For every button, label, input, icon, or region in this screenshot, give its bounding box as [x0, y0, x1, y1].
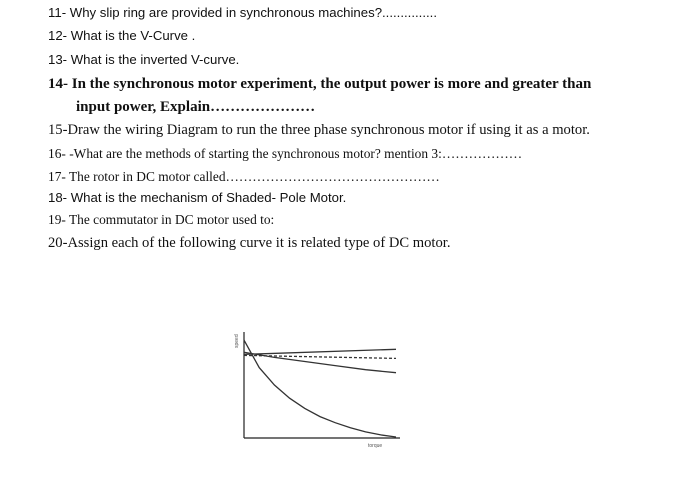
question-19: 19- The commutator in DC motor used to:	[48, 212, 275, 227]
question-17: 17- The rotor in DC motor called…………………………………………	[48, 169, 440, 184]
curves	[244, 340, 396, 437]
question-20: 20-Assign each of the following curve it is related type of DC motor.	[48, 235, 451, 251]
question-18: 18- What is the mechanism of Shaded- Pole Motor.	[48, 190, 347, 205]
question-11: 11- Why slip ring are provided in synchronous machines?...............	[48, 5, 437, 20]
series-curve-1	[244, 349, 396, 354]
question-14-continued: input power, Explain…………………	[76, 99, 316, 115]
series-curve-4	[244, 340, 396, 437]
dc-motor-speed-torque-chart	[228, 326, 408, 456]
question-16: 16- -What are the methods of starting the synchronous motor? mention 3:………………	[48, 146, 523, 161]
question-15: 15-Draw the wiring Diagram to run the three phase synchronous motor if using it as a motor.	[48, 122, 590, 138]
x-axis-label: torque	[368, 443, 383, 449]
question-13: 13- What is the inverted V-curve.	[48, 52, 240, 67]
question-14: 14- In the synchronous motor experiment, the output power is more and greater than	[48, 76, 592, 92]
y-axis-label: speed	[234, 334, 240, 348]
question-12: 12- What is the V-Curve .	[48, 28, 196, 43]
